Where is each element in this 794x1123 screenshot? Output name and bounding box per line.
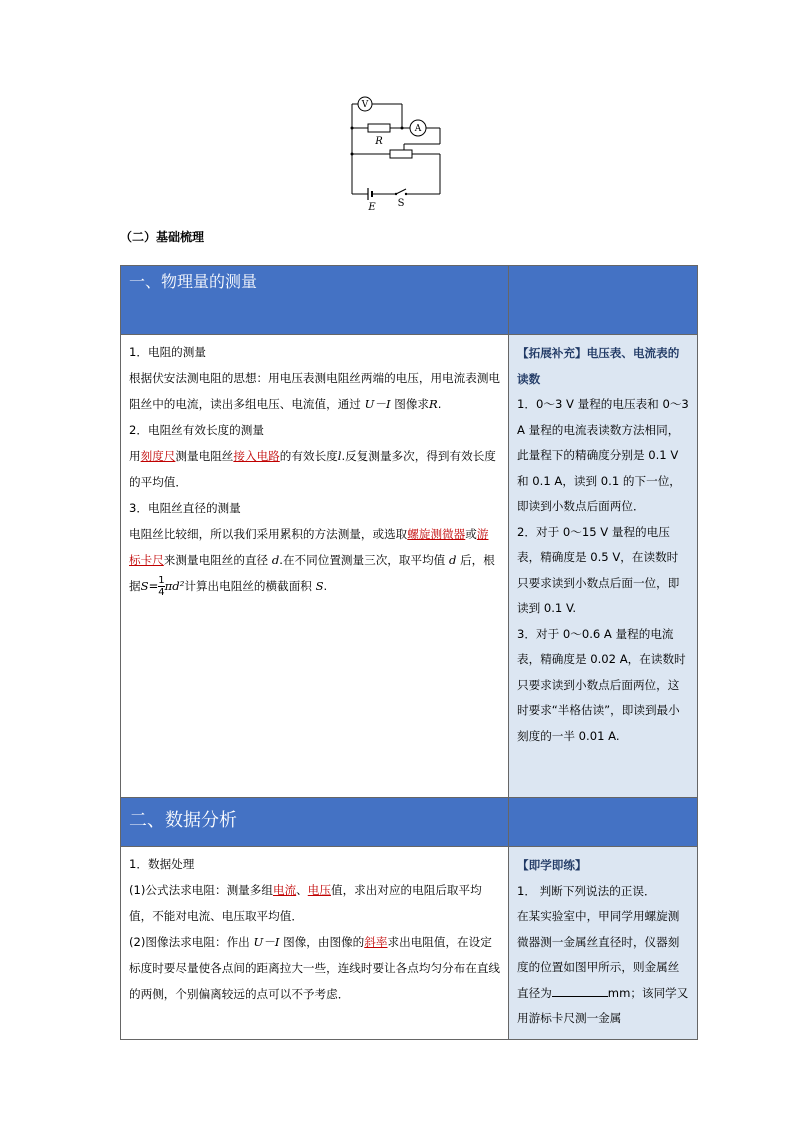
p1-item1-text: 根据伏安法测电阻的思想：用电压表测电阻丝两端的电压，用电流表测电阻丝中的电流，读出多组电压、电流值，通过 U－I 图像求R. [129,371,501,411]
p2-item1-title: 1．数据处理 [129,857,195,871]
p1-item2-text: 用刻度尺测量电阻丝接入电路的有效长度l.反复测量多次，得到有效长度的平均值． [129,449,496,489]
p1-item2-title: 2．电阻丝有效长度的测量 [129,423,264,437]
resistor-label: R [375,136,383,147]
side-note-p3: 3．对于 0～0.6 A 量程的电流表，精确度是 0.02 A，在读数时只要求读到小数点后面两位，这时要求“半格估读”，即读到最小刻度的一半 0.01 A. [517,626,686,743]
p1-item1-title: 1．电阻的测量 [129,345,206,359]
circuit-diagram [340,96,450,214]
side-note-p1: 1．0～3 V 量程的电压表和 0～3 A 量程的电流表读数方法相同，此量程下的精确度分别是 0.1 V 和 0.1 A，读到 0.1 的下一位，即读到小数点后面两位． [517,397,689,513]
p1-item3-text: 电阻丝比较细，所以我们采用累积的方法测量，或选取螺旋测微器或游标卡尺来测量电阻丝的直径 d.在不同位置测量三次，取平均值 d 后，根据S= $\frac{1}{4}$ πd²计算出电阻丝的横截面积 S. [129,527,495,598]
p2-method1: (1)公式法求电阻：测量多组电流、电压值，求出对应的电阻后取平均值，不能对电流、电压取平均值． [129,883,482,923]
part1-header: 一、物理量的测量 [121,266,509,335]
practice-title: 【即学即练】 [517,858,587,872]
side-note-title: 【拓展补充】电压表、电流表的读数 [517,346,680,386]
part1-side-note [509,335,698,798]
part1-header-side [509,266,698,335]
answer-blank[interactable] [552,984,608,997]
practice-p2: 在某实验室中，甲同学用螺旋测微器测一金属丝直径时，仪器刻度的位置如图甲所示，则金属丝直径为 mm；该同学又用游标卡尺测一金属 [517,909,689,1025]
practice-p1: 1． 判断下列说法的正误． [517,883,656,898]
ammeter [410,120,426,136]
part2-side-practice [509,847,698,1040]
p2-method2: (2)图像法求电阻：作出 U－I 图像，由图像的斜率求出电阻值，在设定标度时要尽量使各点间的距离拉大一些，连线时要让各点均匀分布在直线的两侧，个别偏离较远的点可以不予考虑． [129,935,501,1001]
source-label: E [368,202,376,213]
side-note-p2: 2．对于 0～15 V 量程的电压表，精确度是 0.5 V，在读数时只要求读到小数点后面一位，即读到 0.1 V. [517,524,680,615]
svg-text:A: A [414,124,422,134]
svg-text:V: V [361,100,369,110]
p1-item3-title: 3．电阻丝直径的测量 [129,501,241,515]
section-heading: （二）基础梳理 [120,230,205,244]
content-table [120,265,698,1040]
switch-label: S [397,198,405,209]
part2-header: 二、数据分析 [121,798,509,847]
fraction-one-quarter: $\frac{1}{4}$ [158,575,165,598]
voltmeter [358,97,372,111]
part1-body [121,335,509,798]
part2-body [121,847,509,1040]
part2-header-side [509,798,698,847]
